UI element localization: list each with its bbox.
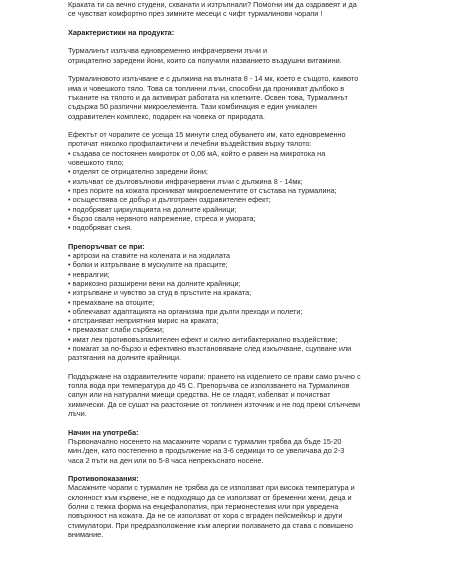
list-item: • варикозно разширени вени на долните крайници; (68, 278, 241, 288)
text-line: лъчи. (68, 409, 87, 419)
text-line: мин./ден, като постепенно в продължение на 3-6 седмици то се увеличава до 2-3 (68, 446, 345, 456)
text-line: внимание. (68, 529, 104, 539)
text-line: болни с тежка форма на енцефалопатия, при термонестезия или при увредена (68, 502, 339, 512)
list-item: разтягания на долните крайници. (68, 353, 182, 363)
text-line: оздравителен комплекс, подарен на човека от природата. (68, 111, 265, 121)
list-item: • създава се постоянен микроток от 0,06 мА, който е равен на микротока на (68, 148, 326, 158)
list-item: • помагат за по-бързо и ефективно възстановяване след изкълчване, сцупване или (68, 343, 352, 353)
text-line: стимулатори. При предразположение към алергии ползването да става с повишено (68, 520, 353, 530)
list-item: • премахват слаби сърбежи; (68, 325, 165, 335)
usage-heading: Начин на употреба: (68, 427, 139, 437)
list-item: • невралгии; (68, 269, 110, 279)
text-line: тъканите на тялото и да активират работата на клетките. Освен това, Турмалинът (68, 92, 348, 102)
characteristics-paragraph-3 (68, 130, 416, 149)
contraindications-heading: Противопоказания: (68, 474, 139, 484)
text-line: Поддържане на оздравителните чорапи: прането на изделието се прави само ръчно с (68, 371, 361, 381)
recommended-list (68, 251, 416, 363)
text-line: сапун или на натурални миещи средства. Не се гладят, избелват и почистват (68, 390, 331, 400)
usage-paragraph (68, 437, 416, 465)
characteristics-heading: Характеристики на продукта: (68, 27, 175, 37)
text-line: склонност към кървене, не е подходящо да се използват от бременни жени, деца и (68, 492, 352, 502)
text-line: химически. Да се сушат на разстояние от топлинен източник и не под преки слънчеви (68, 399, 361, 409)
list-item: • изтръпване и чувство за студ в пръстите на краката; (68, 288, 252, 298)
text-line: часа 2 пъти на ден или по 5-8 часа непрекъснато носене. (68, 455, 264, 465)
list-item: • имат лек противовъзпалителен ефект и силно антибактериално въздействие; (68, 334, 338, 344)
text-line: повърхност на кожата. Да не се използват от хора с вграден пейсмейкър и други (68, 511, 343, 521)
list-item: • през порите на кожата проникват микроелементите от състава на турмалина; (68, 185, 337, 195)
effects-list (68, 149, 416, 233)
list-item: • облекчават адаптацията на организма при дълги преходи и полети; (68, 306, 303, 316)
intro-paragraph (68, 0, 416, 19)
text-line: протичат няколко профилактични и лечебни въздействия върху тялото: (68, 139, 312, 149)
text-line: топла вода при температура до 45 С. Препоръчва се използването на Турмалинов (68, 381, 350, 391)
care-paragraph (68, 372, 416, 418)
contraindications-paragraph (68, 483, 416, 539)
list-item: • бързо сваля нервното напрежение, стреса и умората; (68, 213, 256, 223)
text-line: има и човешкото тяло. Това са топлинни лъчи, способни да проникват дълбоко в (68, 83, 345, 93)
text-line: отрицателно заредени йони, които са получили названието въздушни витамини. (68, 55, 342, 65)
list-item: • отделят се отрицателно заредени йони; (68, 167, 208, 177)
characteristics-paragraph-2 (68, 74, 416, 120)
list-item: • подобряват циркулацията на долните крайници; (68, 204, 237, 214)
text-line: Турмалиновото излъчване е с дължина на вълната 8 - 14 мк, което е същото, каквото (68, 74, 359, 84)
text-line: съдържа 50 различни микроелемента. Тази комбинация е един уникален (68, 102, 317, 112)
list-item: • премахване на отоците; (68, 297, 155, 307)
recommended-heading: Препоръчват се при: (68, 241, 145, 251)
list-item: • подобряват съня. (68, 223, 133, 233)
characteristics-paragraph-1 (68, 46, 416, 65)
text-line: Ефектът от чорапите се усеща 15 минути след обуването им, като едновременно (68, 130, 346, 140)
list-item: • отстраняват неприятния мирис на краката; (68, 316, 219, 326)
list-item: • осъществява се добър и дълготраен оздравителен ефект; (68, 195, 271, 205)
text-line: се чувстват комфортно през зимните месеци с чифт турмалинови чорапи ! (68, 9, 323, 19)
text-line: Първоначално носенето на масажните чорапи с турмалин трябва да бъде 15-20 (68, 436, 342, 446)
list-item: • болки и изтръпване в мускулите на прасците; (68, 260, 228, 270)
list-item: • излъчват се дълговълнови инфрачервени лъчи с дължина 8 - 14мк; (68, 176, 303, 186)
text-line: Краката ти са вечно студени, схванати и изтръпнали? Помогни им да оздравеят и да (68, 0, 357, 9)
list-item: • артрози на ставите на колената и на ходилата (68, 251, 231, 261)
text-line: Турмалинът излъчва едновременно инфрачервени лъчи и (68, 46, 268, 56)
list-item: човешкото тяло; (68, 158, 124, 168)
text-line: Масажните чорапи с турмалин не трябва да се използват при висока температура и (68, 483, 355, 493)
